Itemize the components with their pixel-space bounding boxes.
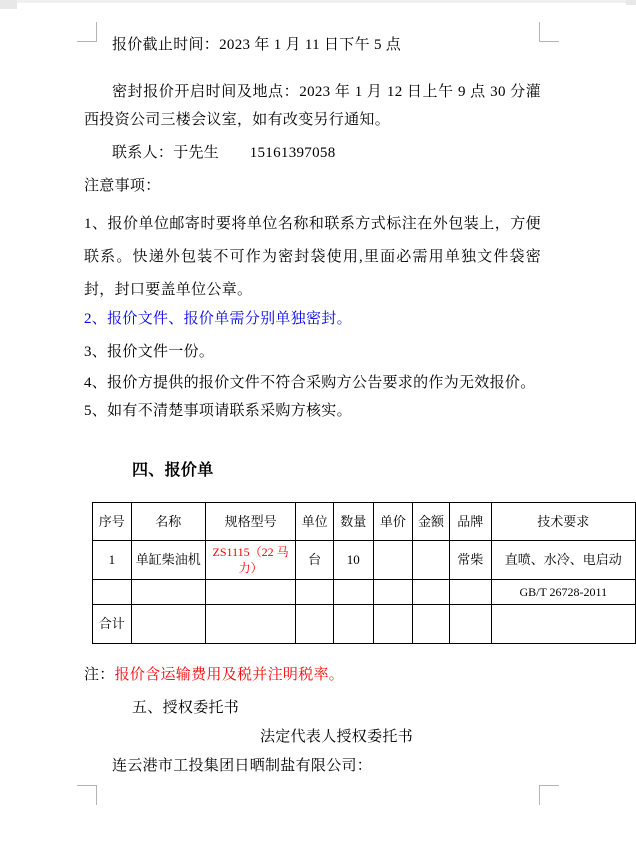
cell-unit bbox=[296, 605, 334, 644]
top-right-gray-chip bbox=[626, 0, 636, 5]
remark-red-text: 报价含运输费用及税并注明税率。 bbox=[114, 667, 345, 683]
cell-qty: 10 bbox=[333, 541, 373, 580]
note-item-3: 3、报价文件一份。 bbox=[84, 344, 215, 360]
note-item-5: 5、如有不清楚事项请联系采购方核实。 bbox=[84, 403, 352, 419]
cell-brand bbox=[449, 605, 491, 644]
text-boundary-mark-bottom-right bbox=[539, 785, 559, 805]
cell-seq bbox=[93, 580, 132, 605]
cell-total-label: 合计 bbox=[93, 605, 132, 644]
section-5-heading: 五、授权委托书 bbox=[132, 700, 240, 716]
table-header-row bbox=[93, 503, 636, 541]
col-header-unit: 单位 bbox=[296, 503, 334, 541]
cell-spec bbox=[205, 580, 296, 605]
col-header-price: 单价 bbox=[373, 503, 413, 541]
cell-name bbox=[131, 580, 205, 605]
col-header-name: 名称 bbox=[131, 503, 205, 541]
cell-qty bbox=[333, 580, 373, 605]
text-boundary-mark-bottom-left bbox=[77, 785, 97, 805]
opening-time-paragraph: 密封报价开启时间及地点：2023 年 1 月 12 日上午 9 点 30 分灌西投资公司三楼会议室，如有改变另行通知。 bbox=[84, 84, 541, 128]
note-item-1: 1、报价单位邮寄时要将单位名称和联系方式标注在外包装上，方便联系。快递外包装不可作为密封袋使用,里面必需用单独文件袋密封，封口要盖单位公章。 bbox=[84, 216, 541, 298]
table-total-row bbox=[93, 605, 636, 644]
remark-label: 注： bbox=[84, 667, 115, 683]
cell-price bbox=[373, 605, 413, 644]
text-boundary-mark-top-right bbox=[539, 22, 559, 42]
cell-amount bbox=[413, 605, 450, 644]
contact-line: 联系人：于先生 15161397058 bbox=[112, 145, 336, 161]
cell-tech bbox=[491, 605, 635, 644]
window-top-edge bbox=[0, 0, 636, 3]
cell-price bbox=[373, 541, 413, 580]
cell-qty bbox=[333, 605, 373, 644]
cell-seq: 1 bbox=[93, 541, 132, 580]
poa-title: 法定代表人授权委托书 bbox=[260, 729, 414, 745]
company-salutation: 连云港市工投集团日晒制盐有限公司： bbox=[112, 758, 373, 774]
quotation-table bbox=[92, 502, 636, 644]
top-left-gray-chip bbox=[0, 0, 17, 9]
note-item-2: 2、报价文件、报价单需分别单独密封。 bbox=[84, 311, 352, 327]
cell-price bbox=[373, 580, 413, 605]
cell-amount bbox=[413, 580, 450, 605]
cell-brand: 常柴 bbox=[449, 541, 491, 580]
cell-spec bbox=[205, 605, 296, 644]
cell-unit bbox=[296, 580, 334, 605]
remark-line bbox=[84, 666, 541, 685]
cell-unit: 台 bbox=[296, 541, 334, 580]
cell-name: 单缸柴油机 bbox=[131, 541, 205, 580]
cell-name bbox=[131, 605, 205, 644]
cell-amount bbox=[413, 541, 450, 580]
deadline-line: 报价截止时间：2023 年 1 月 11 日下午 5 点 bbox=[112, 37, 402, 53]
notes-title: 注意事项： bbox=[84, 178, 161, 194]
cell-spec: ZS1115（22 马力） bbox=[205, 541, 296, 580]
cell-tech-standard: GB/T 26728-2011 bbox=[491, 580, 635, 605]
col-header-seq: 序号 bbox=[93, 503, 132, 541]
section-4-heading: 四、报价单 bbox=[132, 462, 214, 479]
col-header-brand: 品牌 bbox=[449, 503, 491, 541]
col-header-amount: 金额 bbox=[413, 503, 450, 541]
col-header-spec: 规格型号 bbox=[205, 503, 296, 541]
table-row bbox=[93, 580, 636, 605]
note-item-4: 4、报价方提供的报价文件不符合采购方公告要求的作为无效报价。 bbox=[84, 375, 536, 391]
col-header-qty: 数量 bbox=[333, 503, 373, 541]
cell-tech: 直喷、水冷、电启动 bbox=[491, 541, 635, 580]
cell-brand bbox=[449, 580, 491, 605]
col-header-tech: 技术要求 bbox=[491, 503, 635, 541]
table-row bbox=[93, 541, 636, 580]
